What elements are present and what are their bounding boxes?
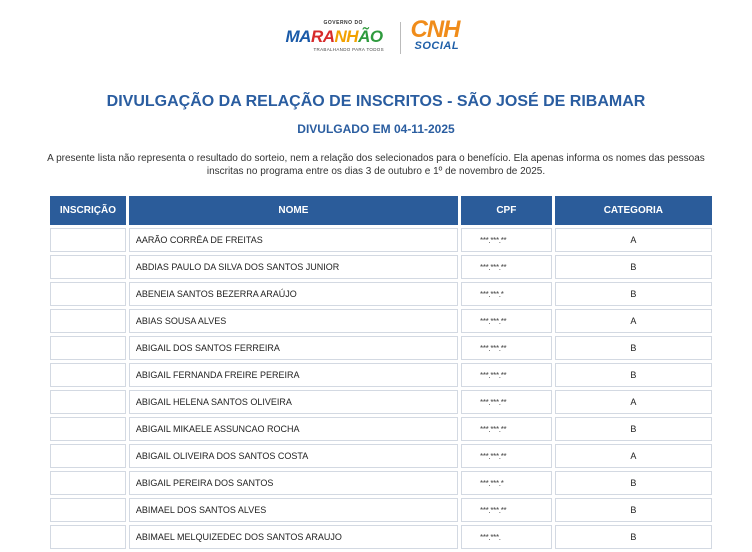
cell-nome: ABIGAIL MIKAELE ASSUNCAO ROCHA xyxy=(129,417,458,441)
logo-maranhao-word: MARANHÃO xyxy=(285,27,383,46)
cell-categoria: B xyxy=(555,417,712,441)
cell-categoria: B xyxy=(555,471,712,495)
column-header-categoria: CATEGORIA xyxy=(555,196,712,225)
logo-divider xyxy=(400,22,401,54)
cell-nome: ABIMAEL MELQUIZEDEC DOS SANTOS ARAUJO xyxy=(129,525,458,549)
cell-nome: ABIGAIL PEREIRA DOS SANTOS xyxy=(129,471,458,495)
cell-nome: AARÃO CORRÊA DE FREITAS xyxy=(129,228,458,252)
cell-nome: ABIGAIL FERNANDA FREIRE PEREIRA xyxy=(129,363,458,387)
governo-maranhao-logo xyxy=(286,18,392,58)
table-row xyxy=(50,444,712,468)
cell-inscricao xyxy=(50,336,126,360)
cell-categoria: B xyxy=(555,498,712,522)
cell-nome: ABIGAIL DOS SANTOS FERREIRA xyxy=(129,336,458,360)
header-logos xyxy=(0,18,752,58)
table-row xyxy=(50,498,712,522)
logo-governo-text: GOVERNO DO xyxy=(323,20,363,26)
cell-inscricao xyxy=(50,390,126,414)
cell-cpf: ***.***. xyxy=(461,525,552,549)
cnh-social-logo xyxy=(409,18,467,58)
cell-inscricao xyxy=(50,309,126,333)
inscritos-table xyxy=(47,193,715,552)
column-header-inscricao: INSCRIÇÃO xyxy=(50,196,126,225)
cell-nome: ABIAS SOUSA ALVES xyxy=(129,309,458,333)
cell-categoria: A xyxy=(555,309,712,333)
logo-social-text: SOCIAL xyxy=(414,40,460,52)
cell-inscricao xyxy=(50,255,126,279)
cell-categoria: B xyxy=(555,282,712,306)
cell-cpf: ***.***.** xyxy=(461,228,552,252)
cell-inscricao xyxy=(50,282,126,306)
table-header-row xyxy=(50,196,712,225)
table-row xyxy=(50,336,712,360)
table-row xyxy=(50,255,712,279)
cell-categoria: B xyxy=(555,363,712,387)
column-header-cpf: CPF xyxy=(461,196,552,225)
cell-cpf: ***.***.* xyxy=(461,471,552,495)
cell-cpf: ***.***.** xyxy=(461,417,552,441)
cell-cpf: ***.***.** xyxy=(461,255,552,279)
table-row xyxy=(50,525,712,549)
cell-nome: ABIMAEL DOS SANTOS ALVES xyxy=(129,498,458,522)
cell-inscricao xyxy=(50,363,126,387)
cell-inscricao xyxy=(50,498,126,522)
cell-cpf: ***.***.** xyxy=(461,336,552,360)
cell-categoria: B xyxy=(555,525,712,549)
disclaimer-note: A presente lista não representa o resultado do sorteio, nem a relação dos selecionados para o benefício. Ela apenas informa os nomes das pessoas inscritas no programa entre os dias 3 de outubro e 1º de novembro de 2025. xyxy=(47,153,705,177)
cell-inscricao xyxy=(50,444,126,468)
cell-cpf: ***.***.** xyxy=(461,363,552,387)
table-row xyxy=(50,471,712,495)
cell-nome: ABDIAS PAULO DA SILVA DOS SANTOS JUNIOR xyxy=(129,255,458,279)
table-row xyxy=(50,417,712,441)
page-title: DIVULGAÇÃO DA RELAÇÃO DE INSCRITOS - SÃO JOSÉ DE RIBAMAR xyxy=(106,93,646,110)
cell-inscricao xyxy=(50,228,126,252)
cell-nome: ABIGAIL HELENA SANTOS OLIVEIRA xyxy=(129,390,458,414)
table-body xyxy=(50,228,712,549)
cell-cpf: ***.***.** xyxy=(461,444,552,468)
table-row xyxy=(50,363,712,387)
cell-categoria: A xyxy=(555,390,712,414)
cell-inscricao xyxy=(50,471,126,495)
cell-nome: ABENEIA SANTOS BEZERRA ARAÚJO xyxy=(129,282,458,306)
cell-categoria: B xyxy=(555,255,712,279)
cell-categoria: A xyxy=(555,444,712,468)
table-row xyxy=(50,309,712,333)
cell-nome: ABIGAIL OLIVEIRA DOS SANTOS COSTA xyxy=(129,444,458,468)
table-row xyxy=(50,282,712,306)
cell-categoria: A xyxy=(555,228,712,252)
table-row xyxy=(50,390,712,414)
logo-tagline: TRABALHANDO PARA TODOS xyxy=(313,47,384,52)
cell-cpf: ***.***.** xyxy=(461,498,552,522)
table-row xyxy=(50,228,712,252)
logo-cnh-text: CNH xyxy=(410,16,460,43)
page-subtitle: DIVULGADO EM 04-11-2025 xyxy=(297,122,455,136)
cell-inscricao xyxy=(50,525,126,549)
cell-cpf: ***.***.* xyxy=(461,282,552,306)
cell-cpf: ***.***.** xyxy=(461,309,552,333)
column-header-nome: NOME xyxy=(129,196,458,225)
cell-cpf: ***.***.** xyxy=(461,390,552,414)
cell-categoria: B xyxy=(555,336,712,360)
cell-inscricao xyxy=(50,417,126,441)
